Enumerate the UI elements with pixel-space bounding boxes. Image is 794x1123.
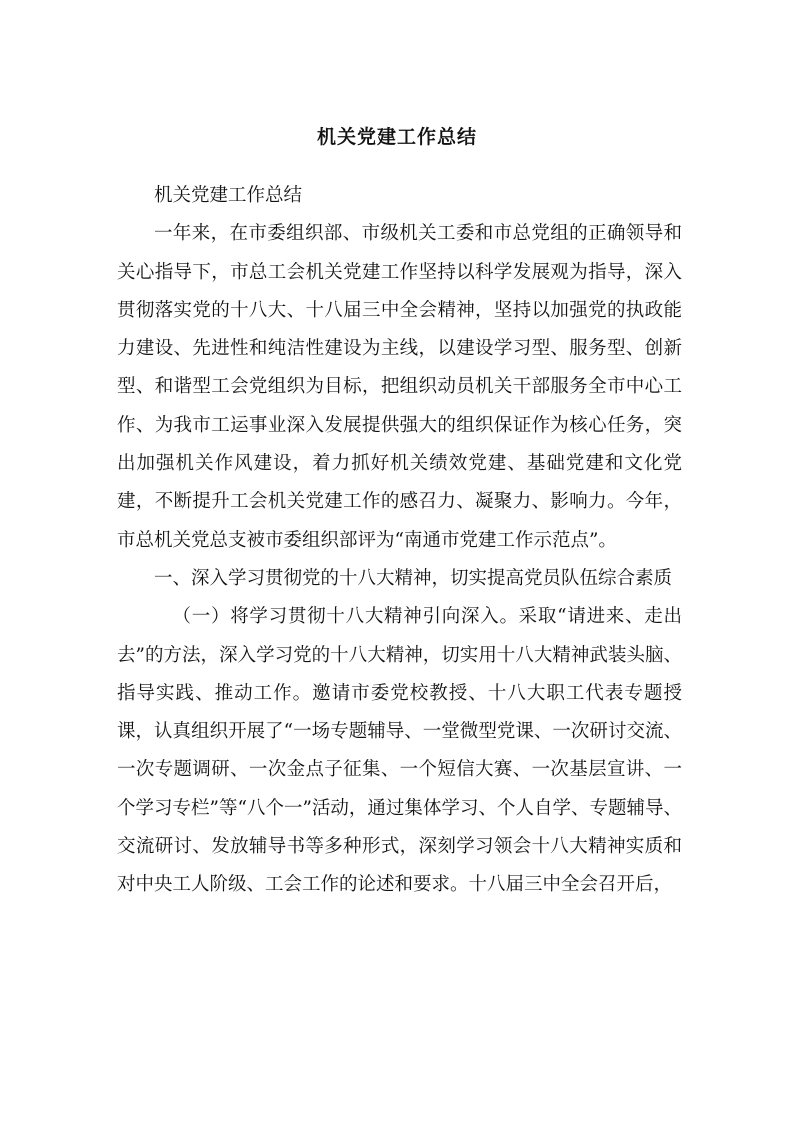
section-heading: 一、深入学习贯彻党的十八大精神，切实提高党员队伍综合素质 [154, 567, 673, 589]
document-title: 机关党建工作总结 [316, 126, 477, 148]
document-subtitle: 机关党建工作总结 [154, 185, 303, 206]
paragraph-intro: 一年来，在市委组织部、市级机关工委和市总党组的正确领导和关心指导下，市总工会机关党建工作坚持以科学发展观为指导，深入贯彻落实党的十八大、十八届三中全会精神，坚持以加强党的执政能力建设、先进性和纯洁性建设为主线，以建设学习型、服务型、创新型、和谐型工会党组织为目标，把组织动员机关干部服务全市中心工作、为我市工运事业深入发展提供强大的组织保证作为核心任务，突出加强机关作风建设，着力抓好机关绩效党建、基础党建和文化党建，不断提升工会机关党建工作的感召力、凝聚力、影响力。今年，市总机关党总支被市委组织部评为“南通市党建工作示范点”。 [117, 223, 682, 551]
paragraph-subsection-1: （一）将学习贯彻十八大精神引向深入。采取“请进来、走出去”的方法，深入学习党的十八大精神，切实用十八大精神武装头脑、指导实践、推动工作。邀请市委党校教授、十八大职工代表专题授课，认真组织开展了“一场专题辅导、一堂微型党课、一次研讨交流、一次专题调研、一次金点子征集、一个短信大赛、一次基层宣讲、一个学习专栏”等“八个一”活动，通过集体学习、个人自学、专题辅导、交流研讨、发放辅导书等多种形式，深刻学习领会十八大精神实质和对中央工人阶级、工会工作的论述和要求。十八届三中全会召开后， [117, 606, 682, 896]
document-body [117, 177, 682, 905]
